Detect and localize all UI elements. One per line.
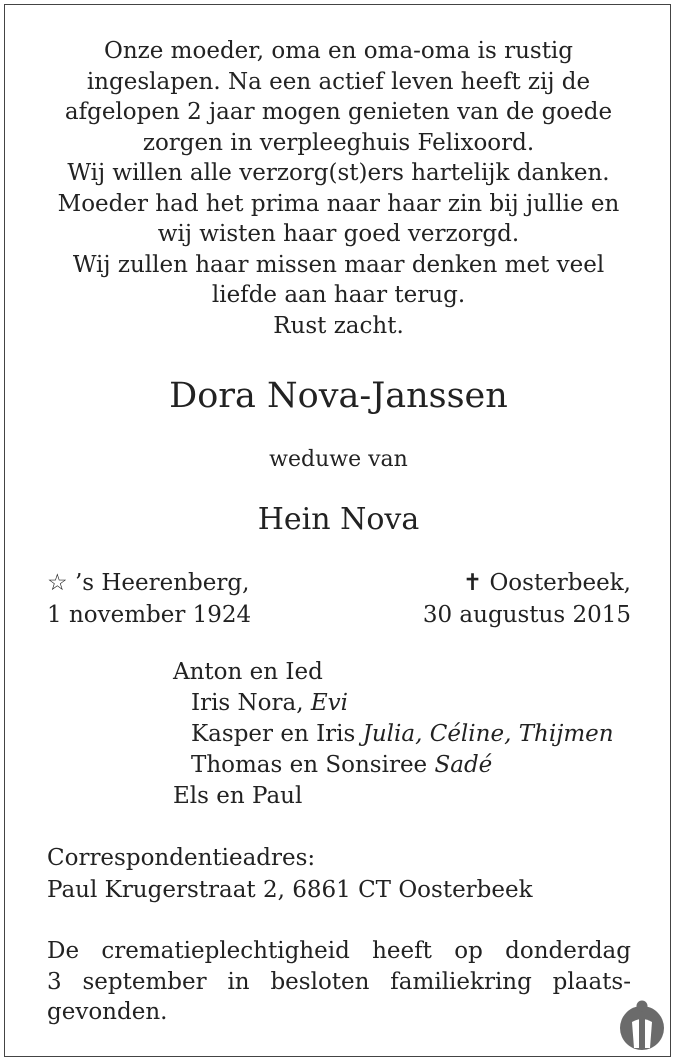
star-icon: ☆ — [47, 570, 68, 596]
family-names: Kasper en Iris — [191, 721, 356, 747]
cremation-line: De crematieplechtigheid heeft op donderdag — [47, 938, 631, 964]
family-line: Els en Paul — [173, 783, 303, 809]
intro-line: Moeder had het prima naar haar zin bij jullie en — [57, 190, 620, 217]
memorial-logo-icon — [618, 998, 666, 1054]
intro-line: afgelopen 2 jaar mogen genieten van de goede — [64, 99, 613, 125]
cremation-line: 3 september in besloten familiekring plaats- — [47, 968, 631, 995]
family-names: Thomas en Sonsiree — [191, 752, 428, 778]
family-line — [173, 719, 614, 750]
correspondence-label: Correspondentieadres: — [47, 845, 316, 871]
grandchildren-names: Sadé — [434, 752, 493, 778]
birth-info — [47, 567, 251, 631]
family-list — [173, 657, 614, 812]
cremation-notice — [47, 936, 631, 1028]
intro-line: liefde aan haar terug. — [211, 282, 466, 308]
cremation-line: gevonden. — [47, 999, 168, 1025]
intro-text — [0, 36, 677, 341]
deceased-name: Dora Nova-Janssen — [169, 376, 508, 416]
intro-line: Onze moeder, oma en oma-oma is rustig — [103, 38, 574, 64]
intro-line: Wij willen alle verzorg(st)ers hartelijk danken. — [67, 160, 610, 186]
family-line: Anton en Ied — [173, 659, 323, 685]
family-line — [173, 750, 614, 781]
birth-place: ’s Heerenberg, — [74, 570, 250, 596]
husband-name: Hein Nova — [257, 502, 420, 537]
intro-line: zorgen in verpleeghuis Felixoord. — [142, 129, 535, 156]
family-names: Iris Nora, — [191, 690, 304, 716]
intro-line: Rust zacht. — [273, 312, 404, 339]
widow-of-label: weduwe van — [269, 447, 408, 472]
cross-icon: ✝ — [462, 570, 483, 596]
correspondence-address — [47, 842, 533, 906]
death-place: Oosterbeek, — [489, 570, 631, 596]
correspondence-street: Paul Krugerstraat 2, 6861 CT Oosterbeek — [47, 877, 533, 903]
grandchildren-names: Julia, Céline, Thijmen — [362, 721, 614, 747]
death-date: 30 augustus 2015 — [422, 602, 631, 628]
birth-date: 1 november 1924 — [47, 602, 252, 628]
death-info — [423, 567, 631, 631]
family-line — [173, 688, 614, 719]
intro-line: wij wisten haar goed verzorgd. — [157, 221, 520, 247]
intro-line: ingeslapen. Na een actief leven heeft zij de — [86, 68, 591, 95]
intro-line: Wij zullen haar missen maar denken met veel — [72, 251, 605, 278]
grandchildren-names: Evi — [310, 690, 348, 716]
